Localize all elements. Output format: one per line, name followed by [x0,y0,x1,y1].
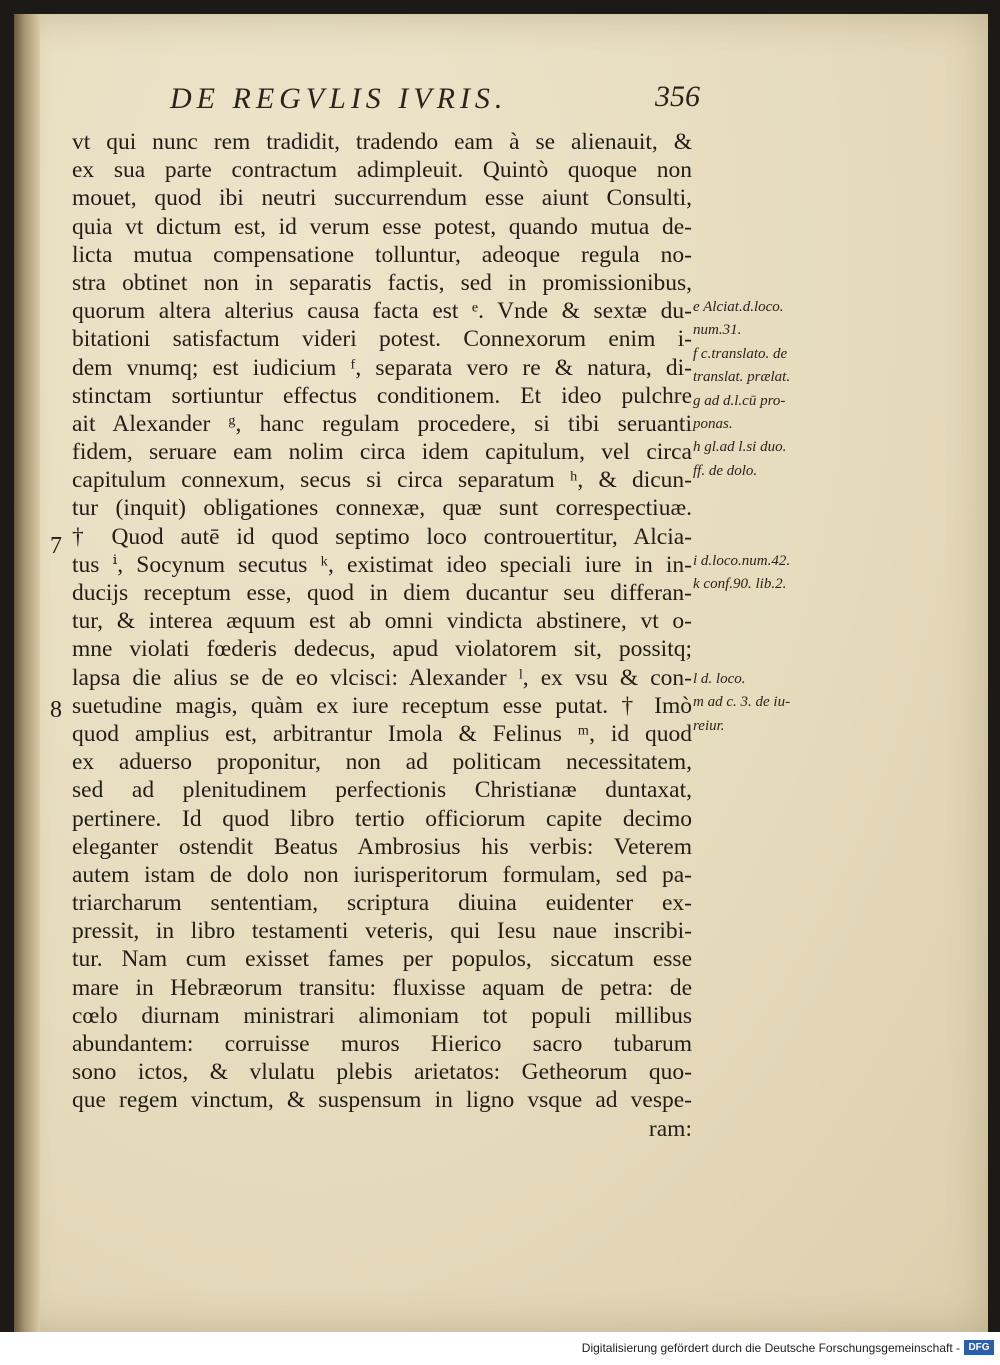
dfg-logo: DFG [964,1340,994,1355]
text-line: eleganter ostendit Beatus Ambrosius his verbis: Veterem [72,833,692,860]
text-line: abundantem: corruisse muros Hierico sacro tubarum [72,1031,692,1057]
text-line: licta mutua compensatione tolluntur, adeoque regula no- [72,241,692,268]
text-line: lapsa die alius se de eo vlcisci: Alexander ˡ, ex vsu & con- [72,664,692,691]
margin-note: i d.loco.num.42. [693,553,791,569]
text-line: capitulum connexum, secus si circa separatum ʰ, & dicun- [72,467,692,494]
footer-bar [0,1332,1000,1365]
margin-note: e Alciat.d.loco. [693,299,784,315]
text-line: ex sua parte contractum adimpleuit. Quintò quoque non [72,157,692,184]
margin-notes-group [693,550,843,597]
text-line: suetudine magis, quàm ex iure receptum esse putat. † Imò [72,692,692,719]
text-line: ait Alexander ᵍ, hanc regulam procedere, si tibi seruanti [72,410,692,437]
text-line: ex aduerso proponitur, non ad politicam necessitatem, [72,749,692,776]
running-title: DE REGVLIS IVRIS. [170,82,508,115]
text-line: stra obtinet non in separatis factis, sed in promissionibus, [72,269,692,296]
text-line: mare in Hebræorum transitu: fluxisse aquam de petra: de [72,974,692,1001]
text-line: tus ⁱ, Socynum secutus ᵏ, existimat ideo speciali iure in in- [72,551,692,578]
margin-note: ff. de dolo. [693,462,758,479]
text-line: sed ad plenitudinem perfectionis Christianæ duntaxat, [72,777,692,804]
margin-note: ponas. [693,415,733,432]
margin-note: g ad d.l.cū pro- [693,392,786,409]
text-line: mne violati fœderis dedecus, apud violatorem sit, possitq; [72,636,692,663]
text-line: † Quod autē id quod septimo loco controuertitur, Alcia- [72,523,692,550]
text-line: ducijs receptum esse, quod in diem ducantur seu differan- [72,580,692,606]
text-line: triarcharum sententiam, scriptura diuina euidenter ex- [72,890,692,917]
text-line: tur (inquit) obligationes connexæ, quæ sunt correspectiuæ. [72,495,692,522]
margin-note: f c.translato. de [693,345,788,362]
text-line: tur, & interea æquum est ab omni vindicta abstinere, vt o- [72,608,692,635]
running-header [170,78,700,118]
margin-note: num.31. [693,322,742,339]
margin-notes-group [693,668,843,738]
text-line: autem istam de dolo non iurisperitorum formulam, sed pa- [72,861,692,888]
margin-note: m ad c. 3. de iu- [693,694,791,711]
margin-note: h gl.ad l.si duo. [693,439,787,456]
text-line: cœlo diurnam ministrari alimoniam tot populi millibus [72,1002,692,1029]
text-line: stinctam sortiuntur effectus conditionem. Et ideo pulchre [72,382,692,409]
text-line: que regem vinctum, & suspensum in ligno vsque ad vespe- [72,1087,692,1114]
margin-note: l d. loco. [693,671,746,687]
footer-credit: Digitalisierung gefördert durch die Deutsche Forschungsgemeinschaft - [581,1341,960,1355]
text-line: quorum altera alterius causa facta est ᵉ. Vnde & sextæ du- [72,298,692,325]
section-number: 8 [50,697,62,723]
text-line: ram: [648,1115,692,1142]
text-line: mouet, quod ibi neutri succurrendum esse aiunt Consulti, [72,185,692,212]
text-line: vt qui nunc rem tradidit, tradendo eam à se alienauit, & [72,129,692,155]
text-line: sono ictos, & vlulatu plebis arietatos: Getheorum quo- [72,1059,692,1086]
text-line: quod amplius est, arbitrantur Imola & Felinus ᵐ, id quod [72,720,692,747]
margin-note: k conf.90. lib.2. [693,576,787,593]
margin-note: translat. prælat. [693,369,791,386]
text-line: fidem, seruare eam nolim circa idem capitulum, vel circa [72,439,692,466]
text-line: quia vt dictum est, id verum esse potest, quando mutua de- [72,213,692,240]
margin-note: reiur. [693,717,725,734]
text-line: pertinere. Id quod libro tertio officiorum capite decimo [72,805,692,832]
text-line: tur. Nam cum exisset fames per populos, siccatum esse [72,946,692,973]
main-text-column [72,128,692,1143]
text-line: bitationi satisfactum videri potest. Connexorum enim i- [72,326,692,353]
section-number: 7 [50,533,62,559]
text-line: pressit, in libro testamenti veteris, qui Iesu naue inscribi- [72,918,692,945]
page-number: 356 [655,80,700,113]
text-line: dem vnumq; est iudicium ᶠ, separata vero re & natura, di- [72,354,692,381]
page-spine-shadow [14,14,40,1332]
margin-notes-group [693,296,843,483]
